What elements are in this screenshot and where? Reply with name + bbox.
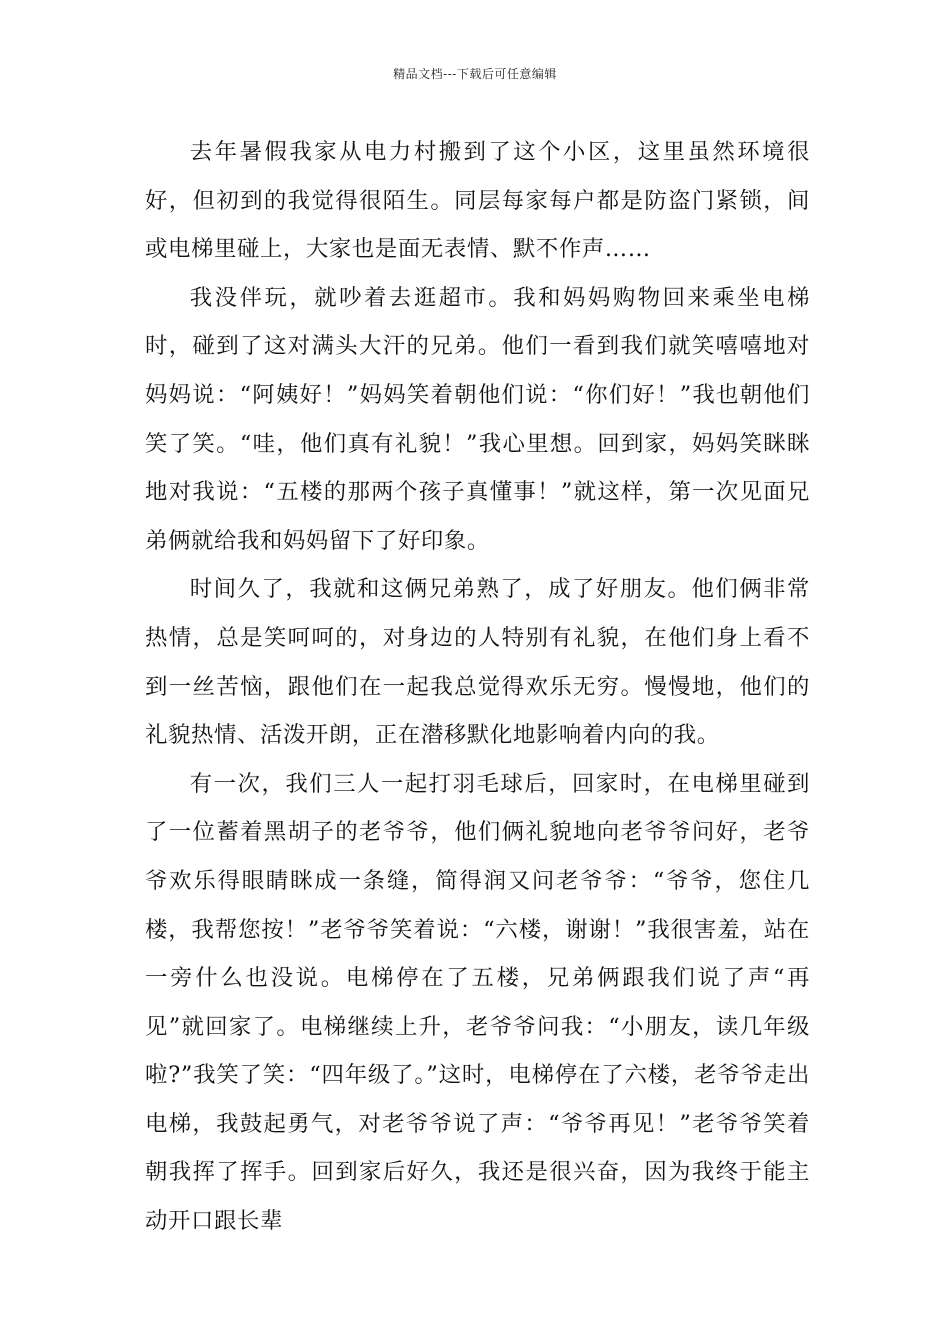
paragraph: 有一次，我们三人一起打羽毛球后，回家时，在电梯里碰到了一位蓄着黑胡子的老爷爷，他们俩礼貌地向老爷爷问好，老爷爷欢乐得眼睛眯成一条缝，简得润又问老爷爷：“爷爷，您住几楼，我帮您按！”老爷爷笑着说：“六楼，谢谢！”我很害羞，站在一旁什么也没说。电梯停在了五楼，兄弟俩跟我们说了声“再见”就回家了。电梯继续上升，老爷爷问我：“小朋友，读几年级啦?”我笑了笑：“四年级了。”这时，电梯停在了六楼，老爷爷走出电梯，我鼓起勇气，对老爷爷说了声：“爷爷再见！”老爷爷笑着朝我挥了挥手。回到家后好久，我还是很兴奋，因为我终于能主动开口跟长辈 bbox=[145, 770, 810, 1235]
paragraph: 去年暑假我家从电力村搬到了这个小区，这里虽然环境很好，但初到的我觉得很陌生。同层每家每户都是防盗门紧锁，间或电梯里碰上，大家也是面无表情、默不作声…… bbox=[145, 139, 810, 263]
page-header: 精品文档---下载后可任意编辑 bbox=[393, 67, 557, 81]
paragraph: 我没伴玩，就吵着去逛超市。我和妈妈购物回来乘坐电梯时，碰到了这对满头大汗的兄弟。他们一看到我们就笑嘻嘻地对妈妈说：“阿姨好！”妈妈笑着朝他们说：“你们好！”我也朝他们笑了笑。“哇，他们真有礼貌！”我心里想。回到家，妈妈笑眯眯地对我说：“五楼的那两个孩子真懂事！”就这样，第一次见面兄弟俩就给我和妈妈留下了好印象。 bbox=[145, 284, 810, 554]
paragraph: 时间久了，我就和这俩兄弟熟了，成了好朋友。他们俩非常热情，总是笑呵呵的，对身边的人特别有礼貌，在他们身上看不到一丝苦恼，跟他们在一起我总觉得欢乐无穷。慢慢地，他们的礼貌热情、活泼开朗，正在潜移默化地影响着内向的我。 bbox=[145, 576, 810, 749]
document-body bbox=[145, 128, 810, 1246]
